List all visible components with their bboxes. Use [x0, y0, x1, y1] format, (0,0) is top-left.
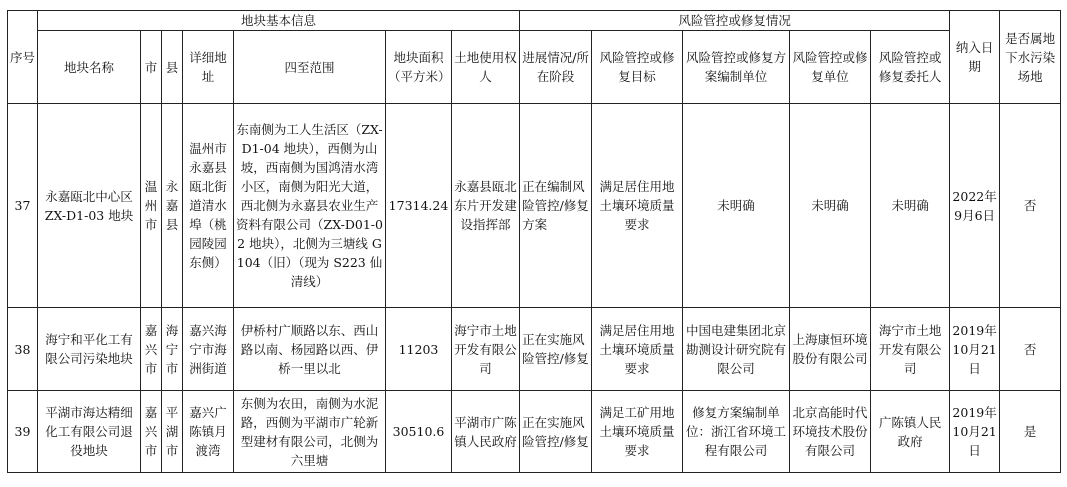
- cell-repair-unit: 北京高能时代环境技术股份有限公司: [790, 391, 871, 473]
- header-progress: 进展情况/所在阶段: [520, 31, 592, 104]
- cell-address: 嘉兴海宁市海洲街道: [183, 308, 234, 391]
- cell-city: 嘉兴市: [141, 308, 162, 391]
- cell-city: 嘉兴市: [141, 391, 162, 473]
- cell-seq: 39: [8, 391, 38, 473]
- header-plan-unit: 风险管控或修复方案编制单位: [683, 31, 790, 104]
- cell-goal: 满足居住用地土壤环境质量要求: [592, 308, 683, 391]
- cell-progress: 正在实施风险管控/修复: [520, 308, 592, 391]
- cell-progress: 正在编制风险管控/修复方案: [520, 104, 592, 308]
- cell-date: 2022年9月6日: [950, 104, 1000, 308]
- cell-client: 广陈镇人民政府: [871, 391, 950, 473]
- cell-name: 平湖市海达精细化工有限公司退役地块: [38, 391, 141, 473]
- cell-owner: 平湖市广陈镇人民政府: [452, 391, 520, 473]
- cell-area: 11203: [386, 308, 452, 391]
- cell-seq: 38: [8, 308, 38, 391]
- land-plot-table: [7, 10, 1061, 473]
- table-row: [8, 391, 1061, 473]
- cell-repair-unit: 未明确: [790, 104, 871, 308]
- cell-progress: 正在实施风险管控/修复: [520, 391, 592, 473]
- cell-county: 海宁市: [162, 308, 183, 391]
- cell-city: 温州市: [141, 104, 162, 308]
- header-date: 纳入日期: [950, 11, 1000, 104]
- header-boundary: 四至范围: [234, 31, 386, 104]
- cell-groundwater: 否: [1000, 308, 1061, 391]
- cell-client: 海宁市土地开发有限公司: [871, 308, 950, 391]
- cell-client: 未明确: [871, 104, 950, 308]
- header-name: 地块名称: [38, 31, 141, 104]
- cell-boundary: 伊桥村广顺路以东、西山路以南、杨园路以西、伊桥一里以北: [234, 308, 386, 391]
- cell-county: 平湖市: [162, 391, 183, 473]
- cell-goal: 满足工矿用地土壤环境质量要求: [592, 391, 683, 473]
- cell-address: 温州市永嘉县瓯北街道清水埠（桃园陵园东侧）: [183, 104, 234, 308]
- header-city: 市: [141, 31, 162, 104]
- cell-area: 30510.6: [386, 391, 452, 473]
- header-goal: 风险管控或修复目标: [592, 31, 683, 104]
- cell-date: 2019年10月21日: [950, 308, 1000, 391]
- land-plot-table-container: [7, 10, 1060, 473]
- table-row: [8, 104, 1061, 308]
- header-client: 风险管控或修复委托人: [871, 31, 950, 104]
- cell-owner: 海宁市土地开发有限公司: [452, 308, 520, 391]
- cell-name: 海宁和平化工有限公司污染地块: [38, 308, 141, 391]
- header-county: 县: [162, 31, 183, 104]
- cell-date: 2019年10月21日: [950, 391, 1000, 473]
- cell-repair-unit: 上海康恒环境股份有限公司: [790, 308, 871, 391]
- header-groundwater: 是否属地下水污染场地: [1000, 11, 1061, 104]
- header-group-basic: 地块基本信息: [38, 11, 520, 31]
- cell-plan-unit: 中国电建集团北京勘测设计研究院有限公司: [683, 308, 790, 391]
- cell-seq: 37: [8, 104, 38, 308]
- cell-groundwater: 是: [1000, 391, 1061, 473]
- cell-groundwater: 否: [1000, 104, 1061, 308]
- header-group-risk: 风险管控或修复情况: [520, 11, 950, 31]
- table-row: [8, 308, 1061, 391]
- header-seq: 序号: [8, 11, 38, 104]
- cell-address: 嘉兴广陈镇月渡湾: [183, 391, 234, 473]
- cell-name: 永嘉瓯北中心区 ZX-D1-03 地块: [38, 104, 141, 308]
- cell-goal: 满足居住用地土壤环境质量要求: [592, 104, 683, 308]
- header-address: 详细地址: [183, 31, 234, 104]
- header-owner: 土地使用权人: [452, 31, 520, 104]
- cell-boundary: 东南侧为工人生活区（ZX-D1-04 地块），西侧为山坡，西南侧为国鸿清水湾小区，南侧为阳光大道，西北侧为永嘉县农业生产资料有限公司（ZX-D01-02 地块），北侧为三塘线 G104（旧）（现为 S223 仙清线）: [234, 104, 386, 308]
- header-area: 地块面积（平方米）: [386, 31, 452, 104]
- header-repair-unit: 风险管控或修复单位: [790, 31, 871, 104]
- cell-county: 永嘉县: [162, 104, 183, 308]
- cell-owner: 永嘉县瓯北东片开发建设指挥部: [452, 104, 520, 308]
- cell-area: 17314.24: [386, 104, 452, 308]
- cell-plan-unit: 修复方案编制单位：浙江省环境工程有限公司: [683, 391, 790, 473]
- cell-boundary: 东侧为农田，南侧为水泥路，西侧为平湖市广轮新型建材有限公司，北侧为六里塘: [234, 391, 386, 473]
- cell-plan-unit: 未明确: [683, 104, 790, 308]
